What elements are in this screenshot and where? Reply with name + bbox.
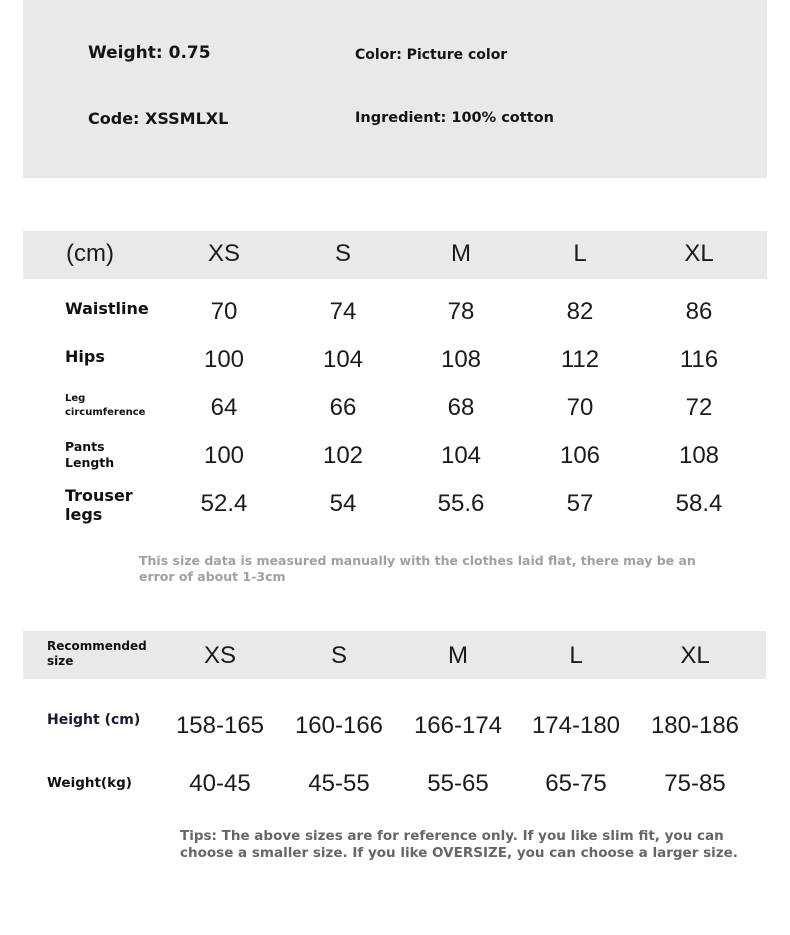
table-cell: 66 [329, 394, 357, 421]
recommend-header-xs: XS [203, 642, 236, 669]
table-cell: 106 [559, 442, 601, 469]
table-cell: 70 [566, 394, 594, 421]
table-cell: 74 [329, 298, 357, 325]
unit-label: (cm) [66, 240, 114, 267]
table-cell: 112 [560, 346, 600, 373]
note-line: This size data is measured manually with the clothes laid flat, there may be an [139, 553, 696, 568]
row-label-line: Length [65, 455, 115, 470]
table-cell: 40-45 [189, 770, 251, 797]
weight-info: Weight: 0.75 [88, 43, 211, 63]
table-cell: 54 [329, 490, 357, 517]
measurement-note [139, 553, 699, 585]
row-label-waistline: Waistline [65, 299, 149, 318]
recommend-header-l: L [569, 642, 583, 669]
table-cell: 55-65 [427, 770, 489, 797]
row-label-leg-circumference [65, 392, 145, 420]
table-cell: 72 [685, 394, 713, 421]
row-label-line: Trouser [65, 486, 133, 505]
table-cell: 52.4 [200, 490, 248, 517]
table-cell: 158-165 [175, 712, 265, 739]
table-cell: 82 [566, 298, 594, 325]
row-label-line: Leg [65, 393, 86, 404]
table-cell: 70 [210, 298, 238, 325]
size-tips [180, 828, 740, 862]
header-line: Recommended [47, 639, 147, 653]
table-cell: 45-55 [308, 770, 370, 797]
table-cell: 68 [447, 394, 475, 421]
size-header-xl: XL [684, 240, 714, 267]
recommended-size-label [47, 639, 147, 669]
table-cell: 75-85 [664, 770, 726, 797]
table-cell: 108 [440, 346, 482, 373]
row-label-weight: Weight(kg) [47, 775, 132, 791]
tips-line: choose a smaller size. If you like OVERSIZE, you can choose a larger size. [180, 845, 738, 861]
table-cell: 160-166 [294, 712, 384, 739]
table-cell: 180-186 [650, 712, 740, 739]
table-cell: 102 [322, 442, 364, 469]
table-cell: 86 [685, 298, 713, 325]
table-cell: 65-75 [545, 770, 607, 797]
table-cell: 78 [447, 298, 475, 325]
recommend-header-m: M [448, 642, 468, 669]
code-info: Code: XSSMLXL [88, 109, 229, 128]
table-cell: 166-174 [413, 712, 503, 739]
table-cell: 116 [679, 346, 719, 373]
row-label-height: Height (cm) [47, 712, 141, 728]
size-header-xs: XS [207, 240, 240, 267]
table-cell: 100 [203, 442, 245, 469]
table-cell: 104 [322, 346, 364, 373]
row-label-line: Pants [65, 439, 105, 454]
table-cell: 55.6 [437, 490, 485, 517]
table-cell: 108 [678, 442, 720, 469]
row-label-hips: Hips [65, 347, 105, 366]
header-line: size [47, 654, 74, 668]
table-cell: 174-180 [531, 712, 621, 739]
table-cell: 57 [566, 490, 594, 517]
row-label-trouser-legs [65, 486, 133, 524]
ingredient-info: Ingredient: 100% cotton [355, 110, 554, 126]
table-cell: 58.4 [675, 490, 723, 517]
table-cell: 104 [440, 442, 482, 469]
size-header-s: S [334, 240, 351, 267]
size-header-l: L [573, 240, 587, 267]
recommend-header-xl: XL [680, 642, 710, 669]
row-label-line: circumference [65, 407, 146, 418]
row-label-pants-length [65, 439, 114, 471]
table-cell: 100 [203, 346, 245, 373]
color-info: Color: Picture color [355, 47, 508, 63]
recommend-header-s: S [330, 642, 347, 669]
table-cell: 64 [210, 394, 238, 421]
size-header-m: M [451, 240, 471, 267]
product-info-panel [23, 0, 767, 178]
row-label-line: legs [65, 505, 103, 524]
note-line: error of about 1-3cm [139, 569, 286, 584]
tips-line: Tips: The above sizes are for reference only. If you like slim fit, you can [180, 828, 724, 844]
